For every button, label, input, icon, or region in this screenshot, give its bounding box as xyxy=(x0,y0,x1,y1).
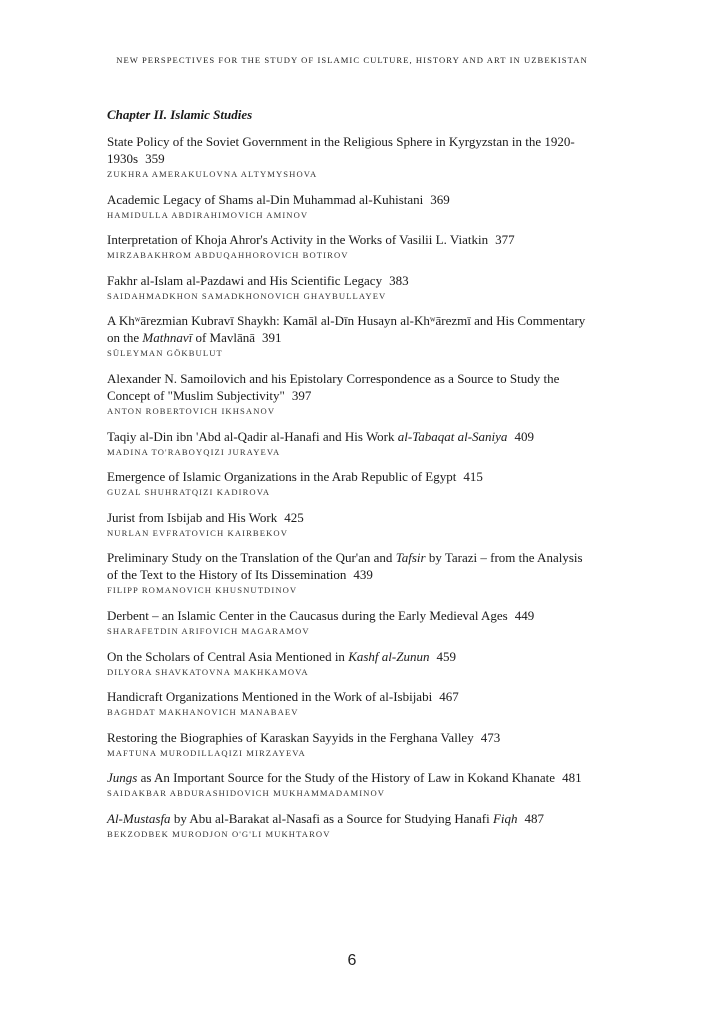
page-number: 6 xyxy=(347,952,357,969)
entry-title-text: On the Scholars of Central Asia Mentioned in xyxy=(107,648,349,664)
entry-title-italic: al-Tabaqat al-Saniya xyxy=(397,428,508,444)
entry-page-number[interactable]: 377 xyxy=(495,232,515,248)
entry-page-number[interactable]: 383 xyxy=(389,272,409,288)
entry-title-text: Preliminary Study on the Translation of the Qur'an and xyxy=(107,550,396,566)
entry-page-number[interactable]: 487 xyxy=(524,810,544,826)
toc-entry[interactable] xyxy=(107,729,592,759)
entry-title-text: Restoring the Biographies of Karaskan Sayyids in the Ferghana Valley xyxy=(107,729,474,745)
entry-title-text: A Khʷārezmian Kubravī Shaykh: Kamāl al-Dīn Husayn al-Khʷārezmī and His Commentary on the xyxy=(107,313,586,346)
entry-page-number[interactable]: 459 xyxy=(436,648,456,664)
entry-title xyxy=(107,312,592,346)
entry-title-text: as An Important Source for the Study of the History of Law in Kokand Khanate xyxy=(137,770,556,786)
entry-author: HAMIDULLA ABDIRAHIMOVICH AMINOV xyxy=(107,209,309,220)
entry-title xyxy=(107,648,592,665)
toc-entry[interactable] xyxy=(107,509,592,539)
entry-page-number[interactable]: 415 xyxy=(463,469,483,485)
entry-title xyxy=(107,688,592,705)
entry-page-number[interactable]: 397 xyxy=(291,387,312,403)
entry-author: DILYORA SHAVKATOVNA MAKHKAMOVA xyxy=(107,666,309,677)
toc-entry[interactable] xyxy=(107,607,592,637)
entry-title-text: Interpretation of Khoja Ahror's Activity in the Works of Vasilii L. Viatkin xyxy=(107,232,489,248)
entry-title-text: Alexander N. Samoilovich and his Epistolary Correspondence as a Source to Study the Concept of "Muslim Subjectivity" xyxy=(107,370,560,403)
running-head: NEW PERSPECTIVES FOR THE STUDY OF ISLAMIC CULTURE, HISTORY AND ART IN UZBEKISTAN xyxy=(116,55,588,65)
toc-entry[interactable] xyxy=(107,688,592,718)
entry-title xyxy=(107,272,592,289)
entry-title-text: by Tarazi – from the Analysis of the Text to the History of Its Dissemination xyxy=(107,550,583,583)
toc-entry[interactable] xyxy=(107,648,592,678)
entry-title-text: Academic Legacy of Shams al-Din Muhammad al-Kuhistani xyxy=(107,191,424,207)
entry-author: NURLAN EVFRATOVICH KAIRBEKOV xyxy=(107,527,289,538)
entry-author: SAIDAHMADKHON SAMADKHONOVICH GHAYBULLAYEV xyxy=(107,290,387,301)
entry-author: GUZAL SHUHRATQIZI KADIROVA xyxy=(107,487,271,498)
toc-entry[interactable] xyxy=(107,312,592,359)
entry-author: MIRZABAKHROM ABDUQAHHOROVICH BOTIROV xyxy=(107,250,349,261)
entry-title xyxy=(107,370,592,404)
entry-title xyxy=(107,509,592,526)
toc-entry[interactable] xyxy=(107,810,592,840)
toc-entry[interactable] xyxy=(107,549,592,596)
entry-title-italic: Kashf al-Zunun xyxy=(348,648,430,664)
entry-page-number[interactable]: 391 xyxy=(262,330,282,346)
entry-author: BAGHDAT MAKHANOVICH MANABAEV xyxy=(107,707,299,718)
entry-title-text: of Mavlānā xyxy=(192,330,256,346)
entry-page-number[interactable]: 481 xyxy=(562,770,582,786)
entry-title xyxy=(107,428,592,445)
entry-page-number[interactable]: 369 xyxy=(430,191,450,207)
entry-title-italic: Tafsir xyxy=(395,550,426,566)
entry-author: ZUKHRA AMERAKULOVNA ALTYMYSHOVA xyxy=(107,169,318,179)
entry-title-text: Derbent – an Islamic Center in the Caucasus during the Early Medieval Ages xyxy=(107,607,508,623)
entry-author: SÜLEYMAN GÖKBULUT xyxy=(107,348,223,359)
entry-title-text: Jurist from Isbijab and His Work xyxy=(107,509,278,525)
entry-title xyxy=(107,133,592,167)
entry-title xyxy=(107,549,592,583)
entry-page-number[interactable]: 425 xyxy=(284,509,304,525)
toc-entry[interactable] xyxy=(107,133,592,180)
entry-title-text: Handicraft Organizations Mentioned in the Work of al-Isbijabi xyxy=(107,689,433,705)
entry-title xyxy=(107,191,592,208)
entry-title xyxy=(107,769,592,786)
entry-title-text: Emergence of Islamic Organizations in the Arab Republic of Egypt xyxy=(107,469,457,485)
toc-entry[interactable] xyxy=(107,231,592,261)
entry-title-text: Fakhr al-Islam al-Pazdawi and His Scientific Legacy xyxy=(107,272,383,288)
toc-entry[interactable] xyxy=(107,468,592,498)
toc-entry[interactable] xyxy=(107,370,592,417)
entry-title xyxy=(107,729,592,746)
entry-title xyxy=(107,607,592,624)
toc-entry[interactable] xyxy=(107,272,592,302)
entry-title-italic: Fiqh xyxy=(492,810,518,826)
entry-page-number[interactable]: 359 xyxy=(145,151,165,166)
toc-entry[interactable] xyxy=(107,428,592,458)
entry-title xyxy=(107,810,592,827)
entry-author: SAIDAKBAR ABDURASHIDOVICH MUKHAMMADAMINOV xyxy=(107,788,386,799)
entry-page-number[interactable]: 473 xyxy=(480,729,501,745)
entry-author: MADINA TO'RABOYQIZI JURAYEVA xyxy=(107,446,281,457)
entry-title-text: Taqiy al-Din ibn 'Abd al-Qadir al-Hanafi and His Work xyxy=(107,428,398,444)
toc-entry[interactable] xyxy=(107,769,592,799)
entry-title xyxy=(107,468,592,485)
entry-page-number[interactable]: 439 xyxy=(353,567,373,583)
entry-author: ANTON ROBERTOVICH IKHSANOV xyxy=(107,405,276,416)
entry-page-number[interactable]: 467 xyxy=(439,689,459,705)
entry-title-text: State Policy of the Soviet Government in the Religious Sphere in Kyrgyzstan in the 1920-1930s xyxy=(107,134,575,166)
entry-page-number[interactable]: 409 xyxy=(514,428,534,444)
entry-title-italic: Mathnavī xyxy=(142,330,193,346)
entry-author: BEKZODBEK MURODJON O'G'LI MUKHTAROV xyxy=(107,828,331,839)
entry-author: MAFTUNA MURODILLAQIZI MIRZAYEVA xyxy=(107,747,306,758)
entry-title-italic: Jungs xyxy=(107,770,138,786)
entry-title xyxy=(107,231,592,248)
table-of-contents xyxy=(107,133,592,851)
entry-author: FILIPP ROMANOVICH KHUSNUTDINOV xyxy=(107,585,298,596)
entry-title-text: by Abu al-Barakat al-Nasafi as a Source for Studying Hanafi xyxy=(170,810,493,826)
entry-page-number[interactable]: 449 xyxy=(514,607,535,623)
toc-entry[interactable] xyxy=(107,191,592,221)
entry-title-italic: Al-Mustasfa xyxy=(107,810,171,826)
entry-author: SHARAFETDIN ARIFOVICH MAGARAMOV xyxy=(107,625,310,636)
chapter-heading: Chapter II. Islamic Studies xyxy=(107,107,253,122)
